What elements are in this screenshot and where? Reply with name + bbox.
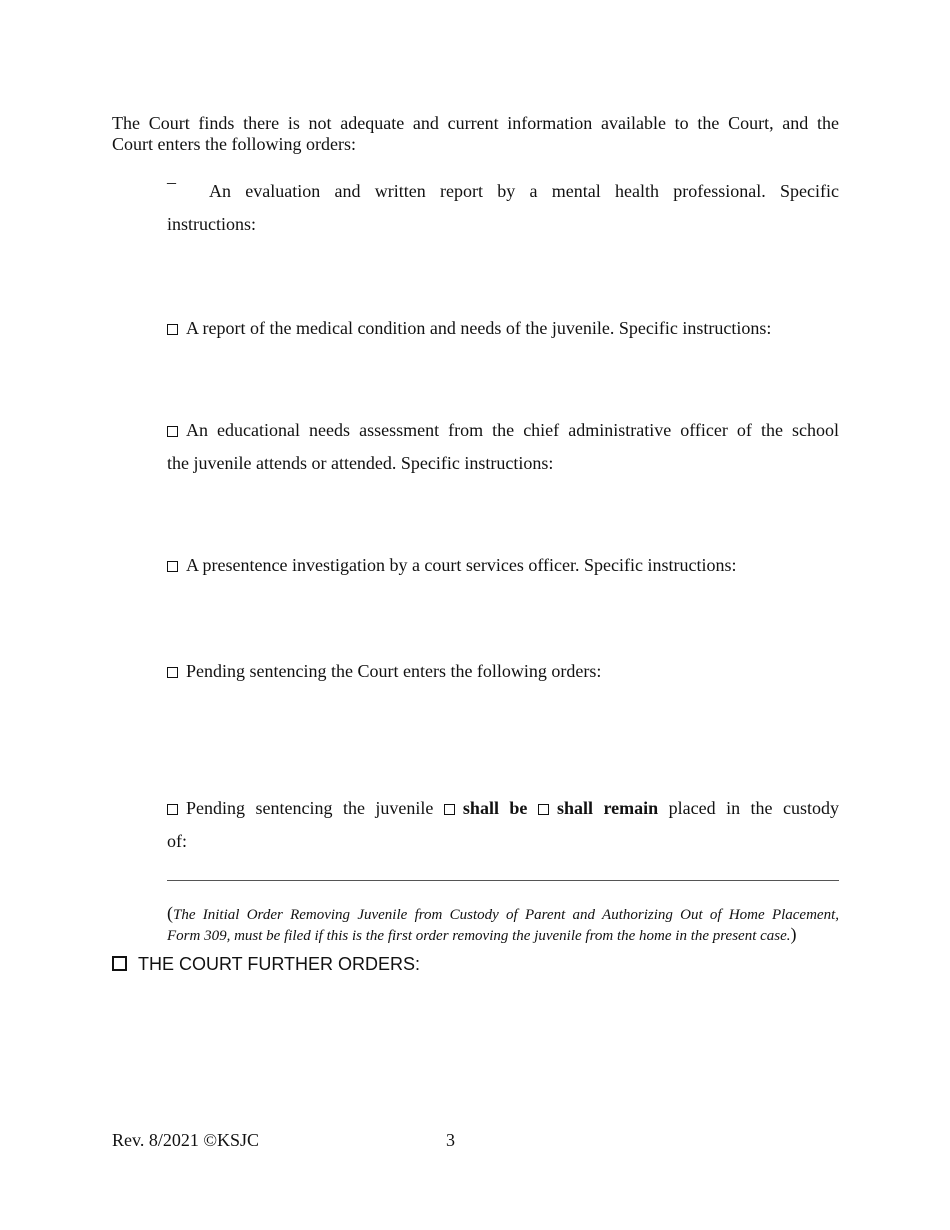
- custody-fill-line[interactable]: [167, 880, 839, 881]
- presentence-checkbox[interactable]: [167, 561, 178, 572]
- court-further-orders: [112, 954, 420, 975]
- order-educational-assessment: [167, 414, 839, 480]
- order-presentence-investigation: [167, 549, 839, 582]
- educational-line-1-text: An educational needs assessment from the chief administrative officer of the school: [186, 420, 839, 440]
- shall-be-checkbox[interactable]: [444, 804, 455, 815]
- shall-be-label: shall be: [462, 798, 528, 818]
- mental-health-line-2: instructions:: [167, 214, 256, 234]
- custody-pre-text: Pending sentencing the juvenile: [186, 798, 434, 818]
- order-pending-sentencing: [167, 655, 839, 688]
- custody-post-text: placed in the custody: [668, 798, 840, 818]
- intro-line-2: Court enters the following orders:: [112, 134, 356, 154]
- page-number: 3: [446, 1130, 455, 1150]
- pending-orders-checkbox[interactable]: [167, 667, 178, 678]
- shall-remain-checkbox[interactable]: [538, 804, 549, 815]
- educational-line-2: the juvenile attends or attended. Specific instructions:: [167, 453, 554, 473]
- further-orders-checkbox[interactable]: [112, 956, 127, 971]
- note-line-1-text: The Initial Order Removing Juvenile from Custody of Parent and Authorizing Out of Home Placement,: [173, 907, 839, 923]
- medical-report-checkbox[interactable]: [167, 324, 178, 335]
- intro-paragraph: [112, 113, 839, 155]
- order-mental-health-evaluation: [167, 175, 839, 241]
- order-custody-placement: [167, 792, 839, 858]
- intro-line-1: The Court finds there is not adequate and current information available to the Court, and the: [112, 113, 839, 133]
- note-line-2: Form 309, must be filed if this is the first order removing the juvenile from the home in the present case.: [167, 928, 791, 944]
- educational-assessment-checkbox[interactable]: [167, 426, 178, 437]
- pending-orders-text: Pending sentencing the Court enters the following orders:: [186, 661, 602, 681]
- medical-report-text: A report of the medical condition and needs of the juvenile. Specific instructions:: [186, 318, 772, 338]
- presentence-text: A presentence investigation by a court services officer. Specific instructions:: [186, 555, 737, 575]
- footer-revision: Rev. 8/2021 ©KSJC: [112, 1130, 260, 1150]
- order-medical-report: [167, 312, 839, 345]
- note-close-paren: ): [790, 924, 797, 944]
- note-line-1: [167, 904, 839, 925]
- educational-line-1: [167, 414, 839, 447]
- shall-remain-label: shall remain: [556, 798, 659, 818]
- form-309-note: [167, 904, 839, 946]
- mental-health-line-1: An evaluation and written report by a mental health professional. Specific: [209, 181, 839, 201]
- custody-line-1: [167, 792, 839, 825]
- further-orders-text: THE COURT FURTHER ORDERS:: [138, 954, 421, 974]
- dash-marker: –: [167, 172, 176, 192]
- note-open-paren: (: [167, 903, 173, 923]
- custody-line-2: of:: [167, 831, 187, 851]
- custody-checkbox[interactable]: [167, 804, 178, 815]
